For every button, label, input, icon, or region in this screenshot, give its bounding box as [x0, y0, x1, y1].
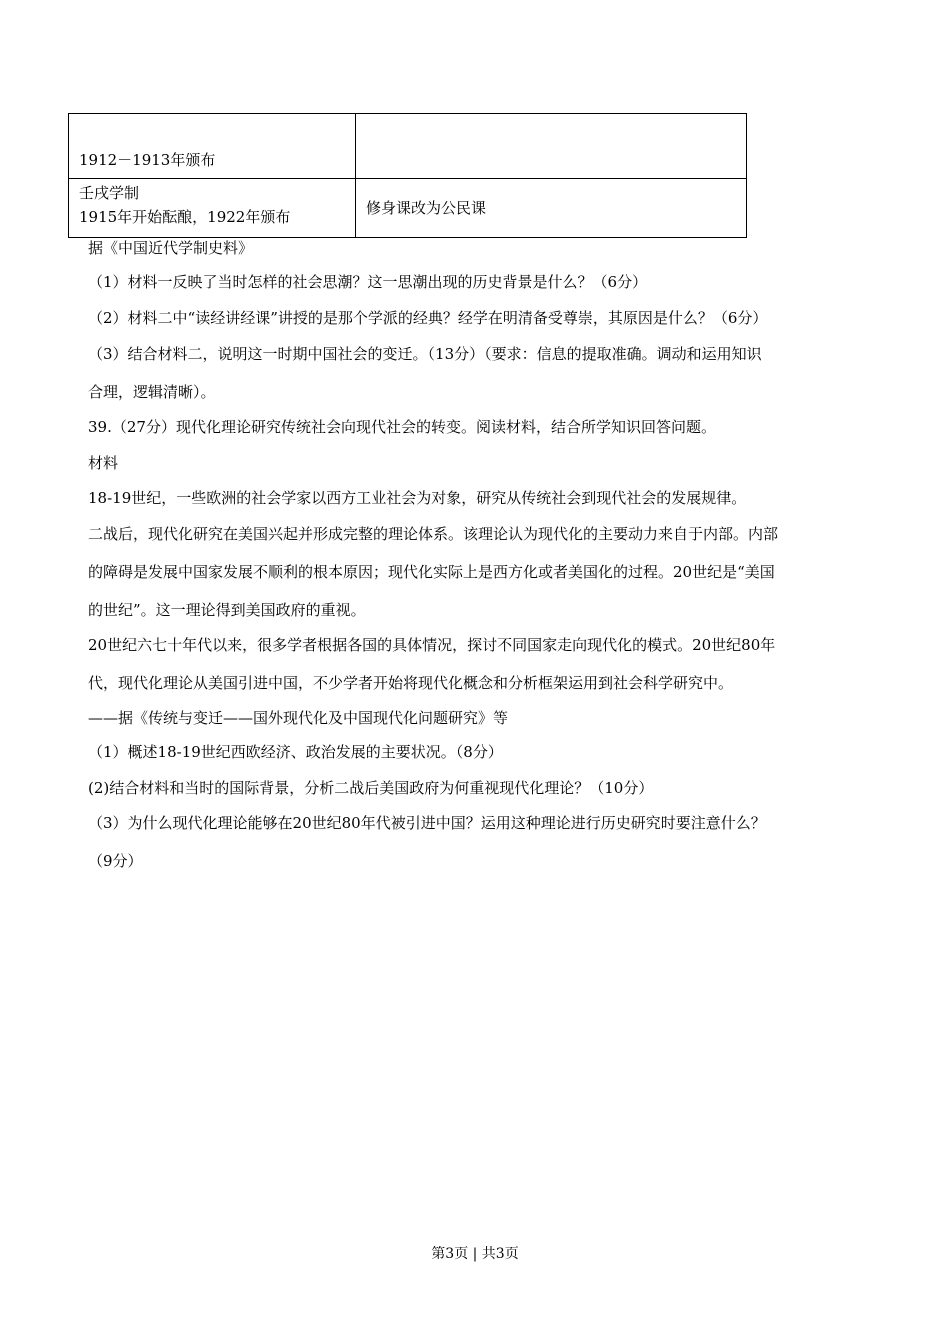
table-cell-line: 壬戌学制: [79, 184, 140, 202]
page-footer: 第3页 | 共3页: [431, 1246, 519, 1262]
table-cell: 1912－1913年颁布: [69, 114, 356, 179]
question-39-3-cont: （9分）: [88, 852, 143, 870]
material-label: 材料: [88, 454, 119, 472]
table-row: [69, 114, 747, 179]
question-39-3: （3）为什么现代化理论能够在20世纪80年代被引进中国？运用这种理论进行历史研究时要注意什么？: [88, 814, 766, 832]
material-paragraph: 18-19世纪，一些欧洲的社会学家以西方工业社会为对象，研究从传统社会到现代社会的发展规律。: [88, 489, 747, 507]
question-38-1: （1）材料一反映了当时怎样的社会思潮？这一思潮出现的历史背景是什么？（6分）: [88, 273, 648, 291]
source-citation: ——据《传统与变迁——国外现代化及中国现代化问题研究》等: [88, 709, 509, 727]
material-paragraph: 代，现代化理论从美国引进中国，不少学者开始将现代化概念和分析框架运用到社会科学研究中。: [88, 674, 734, 692]
source-citation: 据《中国近代学制史料》: [88, 239, 254, 257]
table-cell-line: 1915年开始酝酿，1922年颁布: [79, 208, 291, 226]
material-paragraph: 的障碍是发展中国家发展不顺利的根本原因；现代化实际上是西方化或者美国化的过程。20世纪是“美国: [88, 563, 775, 581]
curriculum-table: [68, 113, 747, 238]
question-39-2: (2)结合材料和当时的国际背景，分析二战后美国政府为何重视现代化理论？（10分）: [88, 779, 654, 797]
question-38-2: （2）材料二中“读经讲经课”讲授的是那个学派的经典？经学在明清备受尊崇，其原因是什么？（6分）: [88, 309, 768, 327]
question-39-1: （1）概述18-19世纪西欧经济、政治发展的主要状况。（8分）: [88, 743, 503, 761]
table-cell: [356, 114, 747, 179]
table-cell: 修身课改为公民课: [356, 179, 747, 238]
material-paragraph: 二战后，现代化研究在美国兴起并形成完整的理论体系。该理论认为现代化的主要动力来自于内部。内部: [88, 525, 779, 543]
table-row: [69, 179, 747, 238]
table-cell: [69, 179, 356, 238]
question-38-3: （3）结合材料二，说明这一时期中国社会的变迁。（13分）（要求：信息的提取准确。调动和运用知识: [88, 345, 762, 363]
question-39-intro: 39.（27分）现代化理论研究传统社会向现代社会的转变。阅读材料，结合所学知识回答问题。: [88, 418, 716, 436]
material-paragraph: 的世纪”。这一理论得到美国政府的重视。: [88, 601, 366, 619]
question-38-3-cont: 合理，逻辑清晰）。: [88, 383, 216, 401]
material-paragraph: 20世纪六七十年代以来，很多学者根据各国的具体情况，探讨不同国家走向现代化的模式。20世纪80年: [88, 636, 776, 654]
